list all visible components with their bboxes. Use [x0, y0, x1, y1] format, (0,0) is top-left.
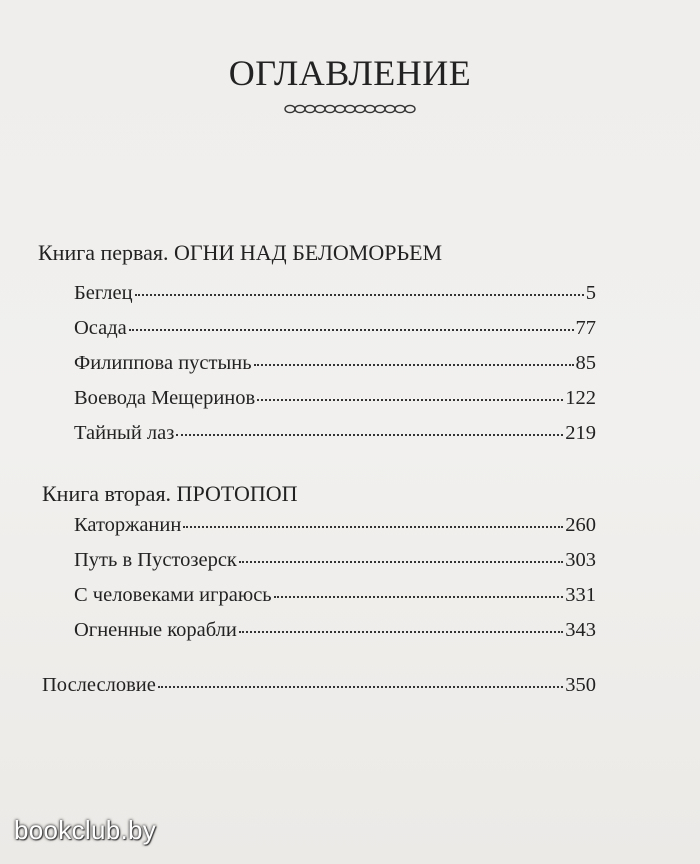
- page-number: 350: [565, 674, 596, 696]
- dot-leader: [158, 686, 563, 688]
- site-watermark: bookclub.by: [14, 815, 157, 845]
- toc-entry[interactable]: [74, 283, 596, 304]
- toc-entry[interactable]: [74, 550, 596, 571]
- dot-leader: [239, 561, 563, 563]
- chapter-title: Воевода Мещеринов: [74, 387, 256, 409]
- chapter-title: Тайный лаз: [74, 422, 175, 444]
- page-number: 77: [575, 317, 596, 339]
- page-number: 343: [565, 619, 596, 641]
- toc-entry[interactable]: [74, 353, 596, 374]
- book-heading-2: Книга вторая. ПРОТОПОП: [42, 481, 298, 506]
- toc-entry[interactable]: [74, 423, 596, 444]
- dot-leader: [254, 364, 574, 366]
- dot-leader: [183, 526, 563, 528]
- page-number: 260: [565, 514, 596, 536]
- toc-entry[interactable]: [74, 620, 596, 641]
- page-number: 85: [575, 352, 596, 374]
- toc-entry[interactable]: [74, 515, 596, 536]
- page-title: ОГЛАВЛЕНИЕ: [228, 53, 472, 93]
- page-number: 219: [565, 422, 596, 444]
- book-heading-1: Книга первая. ОГНИ НАД БЕЛОМОРЬЕМ: [38, 240, 443, 265]
- dot-leader: [239, 631, 563, 633]
- chapter-title: С человеками играюсь: [74, 584, 272, 606]
- dot-leader: [135, 294, 584, 296]
- chapter-title: Огненные корабли: [74, 619, 237, 641]
- dot-leader: [257, 399, 563, 401]
- chapter-title: Путь в Пустозерск: [74, 549, 237, 571]
- dot-leader: [129, 329, 574, 331]
- chapter-title: Беглец: [74, 282, 133, 304]
- chapter-title: Послесловие: [42, 674, 156, 696]
- chapter-title: Филиппова пустынь: [74, 352, 252, 374]
- toc-entry[interactable]: [74, 318, 596, 339]
- toc-entry[interactable]: [74, 585, 596, 606]
- page-number: 5: [585, 282, 596, 304]
- chapter-title: Осада: [74, 317, 127, 339]
- title-ornament: [0, 103, 700, 119]
- dot-leader: [274, 596, 564, 598]
- toc-entry[interactable]: [74, 388, 596, 409]
- dot-leader: [176, 434, 563, 436]
- chapter-title: Каторжанин: [74, 514, 182, 536]
- ornament-chain-icon: [284, 103, 416, 115]
- page-number: 303: [565, 549, 596, 571]
- page-number: 331: [565, 584, 596, 606]
- toc-entry-afterword[interactable]: [42, 675, 596, 696]
- page-number: 122: [565, 387, 596, 409]
